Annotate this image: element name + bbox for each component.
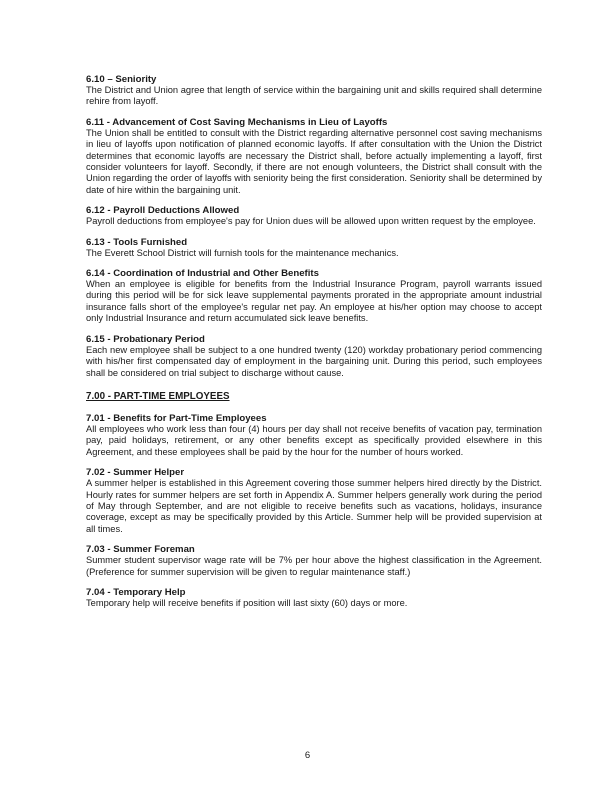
section-heading: 6.14 - Coordination of Industrial and Other Benefits <box>86 268 319 280</box>
section-7-02 <box>86 467 542 535</box>
section-text: Each new employee shall be subject to a one hundred twenty (120) workday probationary period commencing with his/her first compensated day of employment in the bargaining unit. During this period, such employees shall be considered on trial subject to discharge without cause. <box>86 344 542 378</box>
section-6-14 <box>86 268 542 325</box>
section-6-11 <box>86 117 542 196</box>
section-text: All employees who work less than four (4) hours per day shall not receive benefits of vacation pay, termination pay, paid holidays, retirement, or any other benefits except as specifically provided elsewhere in this Agreement, and these employees shall be paid by the hour for the number of hours worked. <box>86 423 542 457</box>
document-body <box>86 74 542 618</box>
section-text: When an employee is eligible for benefits from the Industrial Insurance Program, payroll warrants issued during this period will be for sick leave supplemental payments prorated in the appropriate amount industrial insurance falls short of the employee's regular net pay. An employee at his/her option may choose to accept only Industrial Insurance and return accumulated sick leave benefits. <box>86 279 542 324</box>
section-heading: 6.13 - Tools Furnished <box>86 236 188 248</box>
section-text: Temporary help will receive benefits if position will last sixty (60) days or more. <box>86 597 408 608</box>
section-heading: 7.02 - Summer Helper <box>86 467 185 479</box>
section-heading: 7.03 - Summer Foreman <box>86 544 195 556</box>
section-heading: 6.11 - Advancement of Cost Saving Mechanisms in Lieu of Layoffs <box>86 116 388 128</box>
section-heading: 6.10 – Seniority <box>86 74 157 85</box>
section-text: The Everett School District will furnish tools for the maintenance mechanics. <box>86 247 399 258</box>
section-6-13 <box>86 237 542 259</box>
section-heading: 7.01 - Benefits for Part-Time Employees <box>86 412 267 424</box>
page-number: 6 <box>304 750 311 761</box>
section-7-04 <box>86 587 542 609</box>
section-text: A summer helper is established in this Agreement covering those summer helpers hired directly by the District. Hourly rates for summer helpers are set forth in Appendix A. Summer helpers generally work during the period of May through September, and are not eligible to receive benefits such as vacations, holidays, insurance coverage, except as may be specifically provided by this Article. Summer help will be provided supervision at all times. <box>86 478 542 534</box>
chapter-heading: 7.00 - PART-TIME EMPLOYEES <box>86 390 230 402</box>
section-6-10 <box>86 74 542 108</box>
section-7-01 <box>86 413 542 458</box>
section-heading: 6.15 - Probationary Period <box>86 333 205 345</box>
section-text: The District and Union agree that length of service within the bargaining unit and skills required shall determine rehire from layoff. <box>86 85 542 107</box>
section-text: Summer student supervisor wage rate will be 7% per hour above the highest classification in the Agreement. (Preference for summer supervision will be given to regular maintenance staff.) <box>86 555 542 577</box>
section-text: The Union shall be entitled to consult with the District regarding alternative personnel cost saving mechanisms in lieu of layoffs upon notification of planned economic layoffs. If after consultation with the Union the District determines that economic layoffs are necessary the District shall, before actually implementing a layoff, first consider volunteers for layoff. Secondly, if there are not enough volunteers, the District shall consult with the Union regarding the order of layoffs with seniority being the first consideration. Seniority shall be determined by date of hire within the bargaining unit. <box>86 127 542 195</box>
section-6-15 <box>86 334 542 379</box>
section-text: Payroll deductions from employee's pay for Union dues will be allowed upon written request by the employee. <box>86 216 536 227</box>
section-heading: 7.04 - Temporary Help <box>86 586 186 598</box>
section-6-12 <box>86 205 542 227</box>
section-heading: 6.12 - Payroll Deductions Allowed <box>86 205 240 217</box>
section-7-03 <box>86 544 542 578</box>
